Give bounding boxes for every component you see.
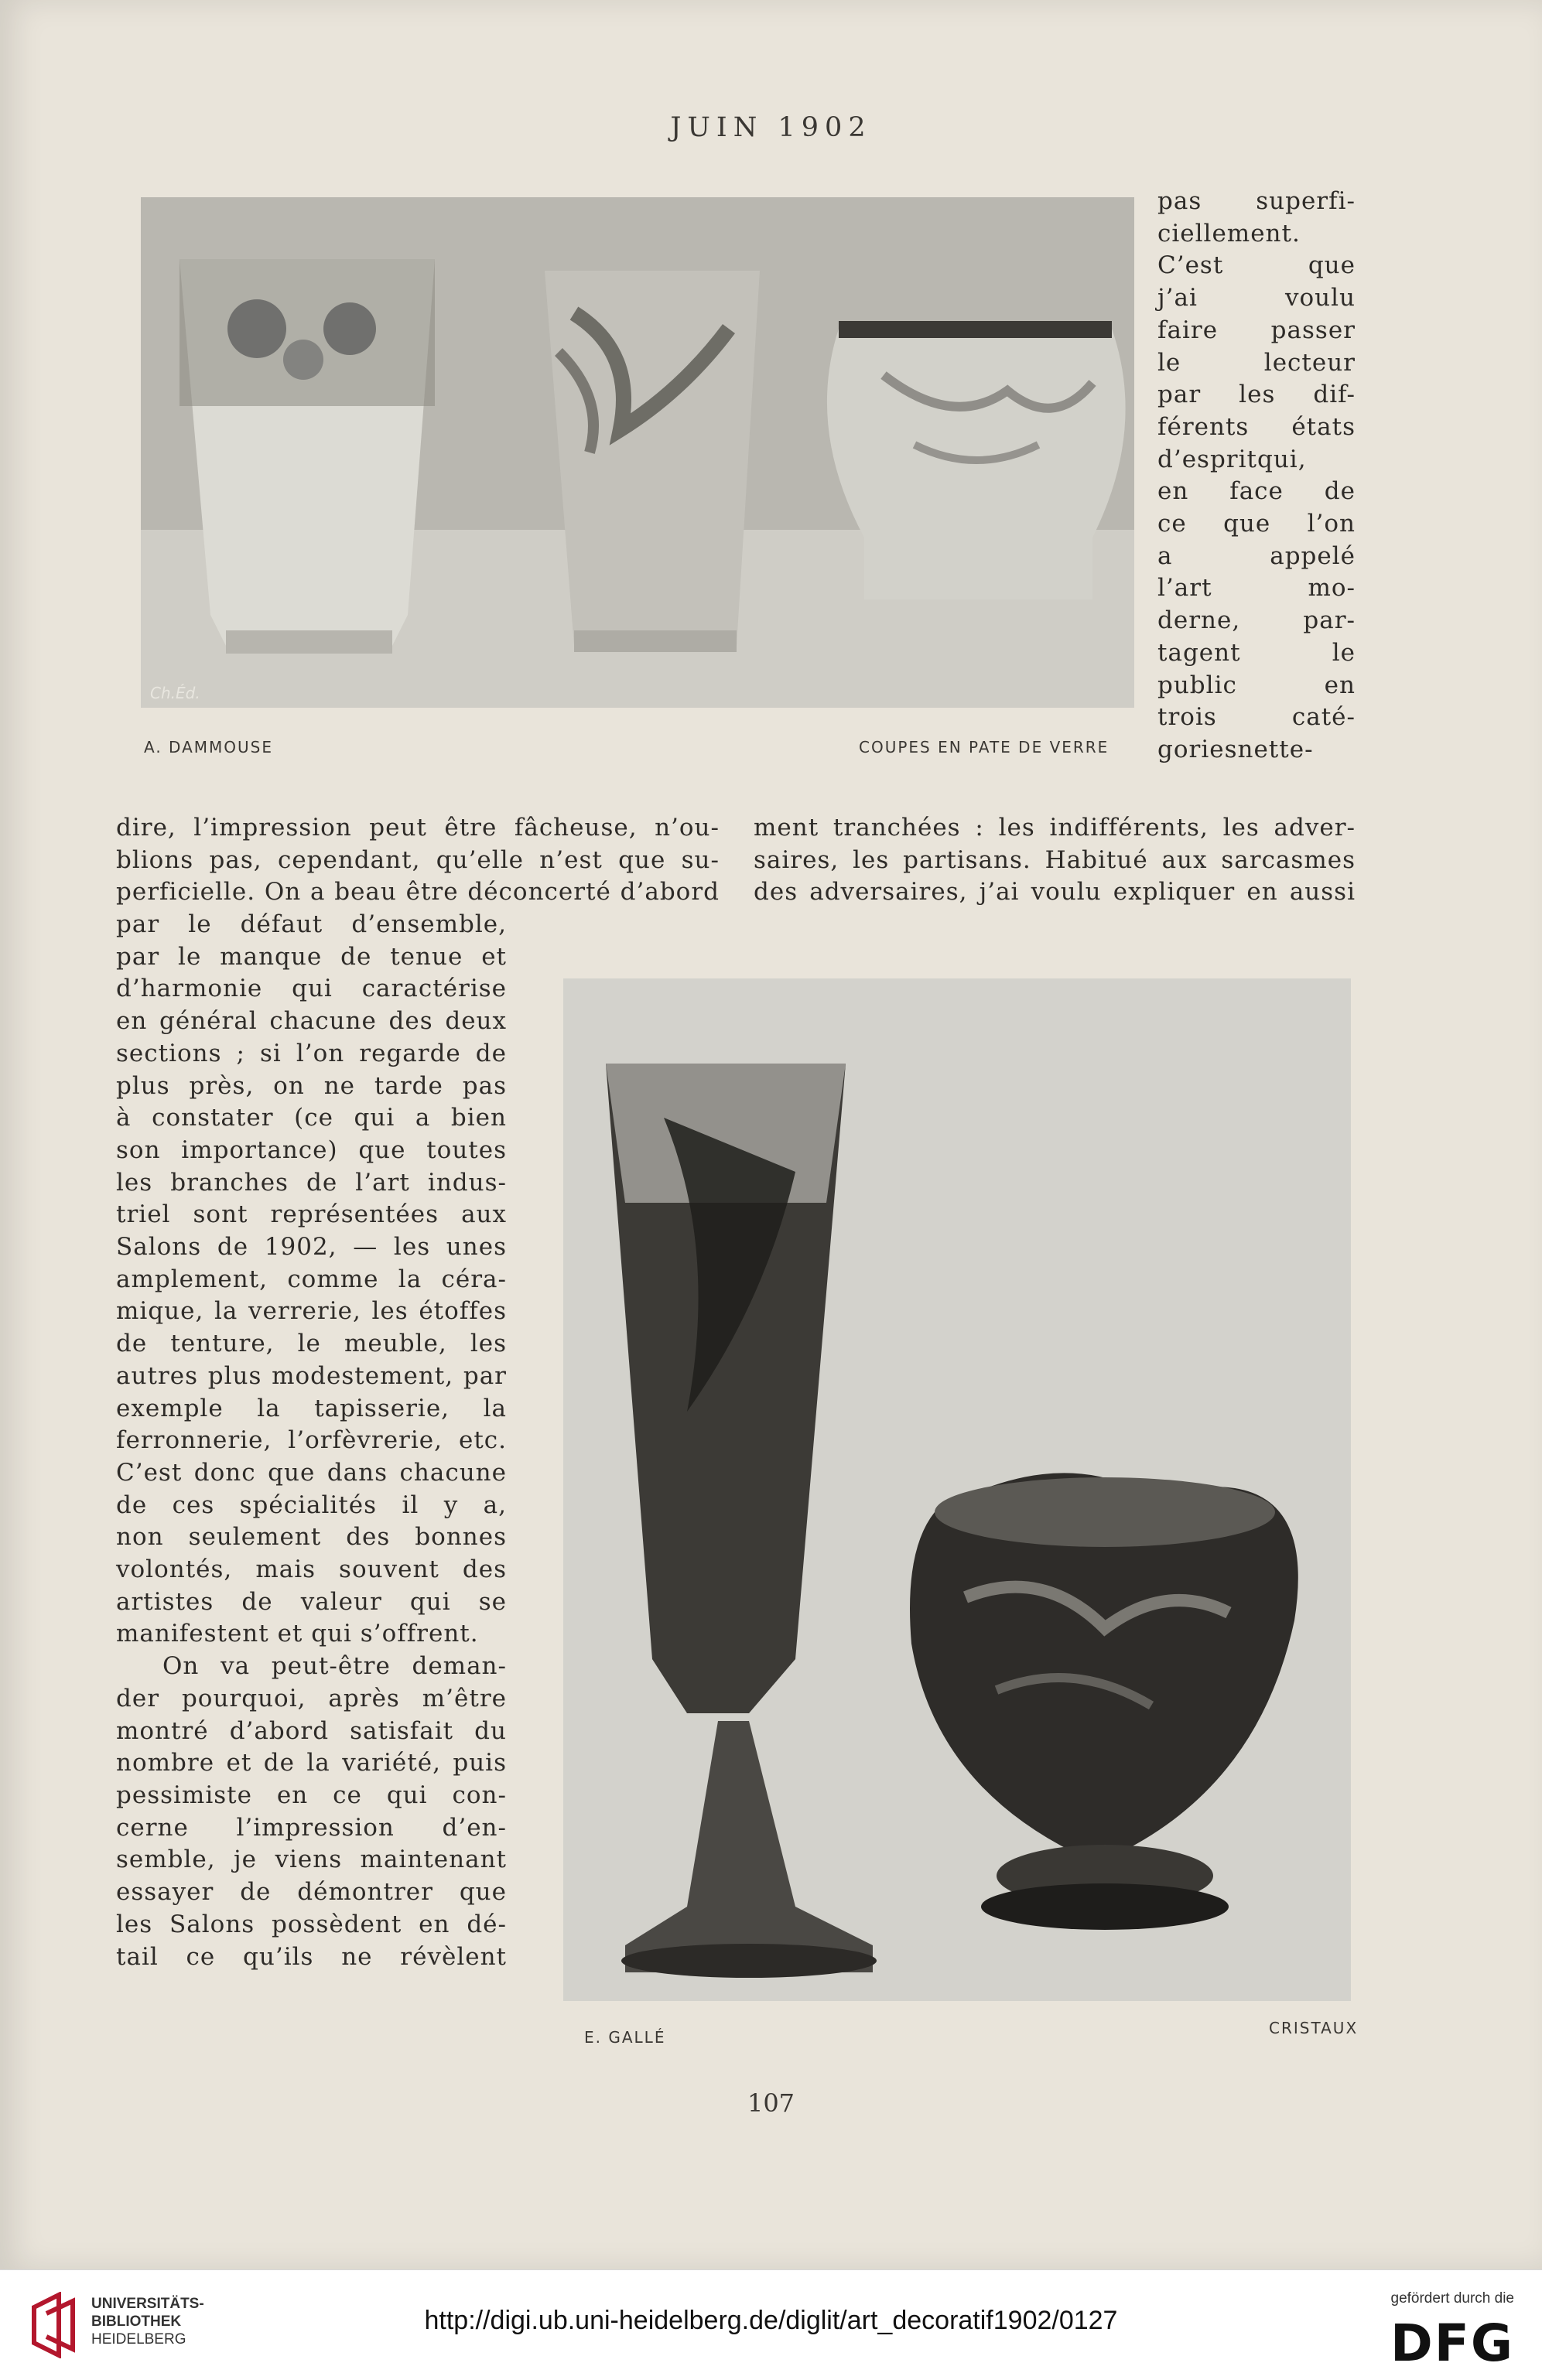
text-line: ciellement. [1157, 219, 1301, 248]
text-line: non seulement des bonnes [116, 1523, 507, 1552]
caption-galle: E. GALLÉ [584, 2028, 666, 2047]
text-line: son importance) que toutes [116, 1135, 507, 1164]
text-line: goriesnette- [1157, 735, 1314, 763]
text-line: pessimiste en ce qui con- [116, 1781, 507, 1809]
text-line: essayer de démontrer que [116, 1878, 507, 1907]
text-line: en général chacune des deux [116, 1007, 507, 1036]
page-number: 107 [747, 2088, 795, 2118]
text-line: par le manque de tenue et [116, 942, 507, 971]
text-line: trois caté- [1157, 703, 1356, 732]
text-line: ferronnerie, l’orfèvrerie, etc. [116, 1426, 507, 1455]
text-line: volontés, mais souvent des [116, 1555, 507, 1584]
text-line: montré d’abord satisfait du [116, 1716, 507, 1745]
text-line: a appelé [1157, 541, 1356, 570]
text-line: On va peut-être deman- [162, 1652, 507, 1681]
text-line: tail ce qu’ils ne révèlent [116, 1942, 507, 1971]
text-line: artistes de valeur qui se [116, 1587, 507, 1616]
text-line: der pourquoi, après m’être [116, 1684, 507, 1712]
text-line: l’art mo- [1157, 574, 1356, 603]
text-line: exemple la tapisserie, la [116, 1394, 507, 1422]
text-line: les Salons possèdent en dé- [116, 1910, 507, 1938]
text-line: en face de [1157, 477, 1356, 506]
library-name-line: HEIDELBERG [91, 2331, 186, 2348]
text-line: cerne l’impression d’en- [116, 1813, 507, 1842]
text-line: par les dif- [1157, 381, 1356, 409]
text-line: ment tranchées : les indifférents, les adver- [754, 814, 1356, 842]
vases-illustration [141, 197, 1134, 708]
library-name-line: UNIVERSITÄTS- [91, 2296, 204, 2312]
text-line: C’est donc que dans chacune [116, 1458, 507, 1487]
text-line: dire, l’impression peut être fâcheuse, n’ou- [116, 814, 720, 842]
text-line: des adversaires, j’ai voulu expliquer en aussi [754, 878, 1356, 907]
text-line: manifestent et qui s’offrent. [116, 1620, 479, 1648]
vase-middle [545, 271, 760, 646]
dfg-logo-icon: DFG [1390, 2313, 1514, 2373]
text-line: sections ; si l’on regarde de [116, 1039, 507, 1067]
text-line: autres plus modestement, par [116, 1361, 507, 1390]
text-line: faire passer [1157, 316, 1356, 344]
digitization-footer [0, 2269, 1542, 2380]
text-line: semble, je viens maintenant [116, 1846, 507, 1874]
text-line: le lecteur [1157, 348, 1356, 377]
text-line: blions pas, cependant, qu’elle n’est que su- [116, 845, 720, 874]
photo-signature: Ch.Éd. [150, 684, 200, 702]
text-line: amplement, comme la céra- [116, 1265, 507, 1293]
funding-label: gefördert durch die [1390, 2290, 1514, 2307]
text-line: C’est que [1157, 251, 1356, 280]
text-line: pas superfi- [1157, 187, 1356, 215]
narrow-right-column [1157, 186, 1356, 767]
left-narrow-column [116, 909, 507, 1973]
running-title: JUIN 1902 [670, 112, 872, 143]
text-line: d’harmonie qui caractérise [116, 975, 507, 1003]
text-line: à constater (ce qui a bien [116, 1104, 507, 1132]
library-name-line: BIBLIOTHEK [91, 2313, 182, 2330]
text-line: perficielle. On a beau être déconcerté d’abord [116, 878, 720, 907]
crystal-vases-illustration [563, 978, 1351, 2001]
photo-galle-cristaux [563, 978, 1351, 2001]
text-line: mique, la verrerie, les étoffes [116, 1297, 507, 1326]
text-line: de ces spécialités il y a, [116, 1490, 507, 1519]
source-url-link[interactable]: http://digi.ub.uni-heidelberg.de/diglit/art_decoratif1902/0127 [424, 2306, 1118, 2335]
photo-dammouse-vases [141, 197, 1134, 708]
text-line: j’ai voulu [1157, 284, 1356, 312]
caption-dammouse: A. DAMMOUSE [144, 738, 273, 756]
text-line: férents états [1157, 412, 1356, 441]
text-line: de tenture, le meuble, les [116, 1330, 507, 1358]
text-line: plus près, on ne tarde pas [116, 1071, 507, 1100]
right-full-column [754, 812, 1356, 909]
text-line: par le défaut d’ensemble, [116, 910, 507, 938]
text-line: derne, par- [1157, 606, 1356, 635]
left-full-column [116, 812, 720, 909]
text-line: les branches de l’art indus- [116, 1168, 507, 1197]
caption-cristaux: CRISTAUX [1269, 2019, 1359, 2037]
text-line: d’espritqui, [1157, 445, 1307, 473]
text-line: nombre et de la variété, puis [116, 1749, 507, 1777]
text-line: tagent le [1157, 638, 1356, 667]
text-line: Salons de 1902, — les unes [116, 1233, 507, 1262]
text-line: ce que l’on [1157, 510, 1356, 538]
text-line: saires, les partisans. Habitué aux sarcasmes [754, 845, 1356, 874]
text-line: triel sont représentées aux [116, 1200, 507, 1229]
text-line: public en [1157, 671, 1356, 699]
caption-coupes-pate-de-verre: COUPES EN PATE DE VERRE [859, 738, 1109, 756]
